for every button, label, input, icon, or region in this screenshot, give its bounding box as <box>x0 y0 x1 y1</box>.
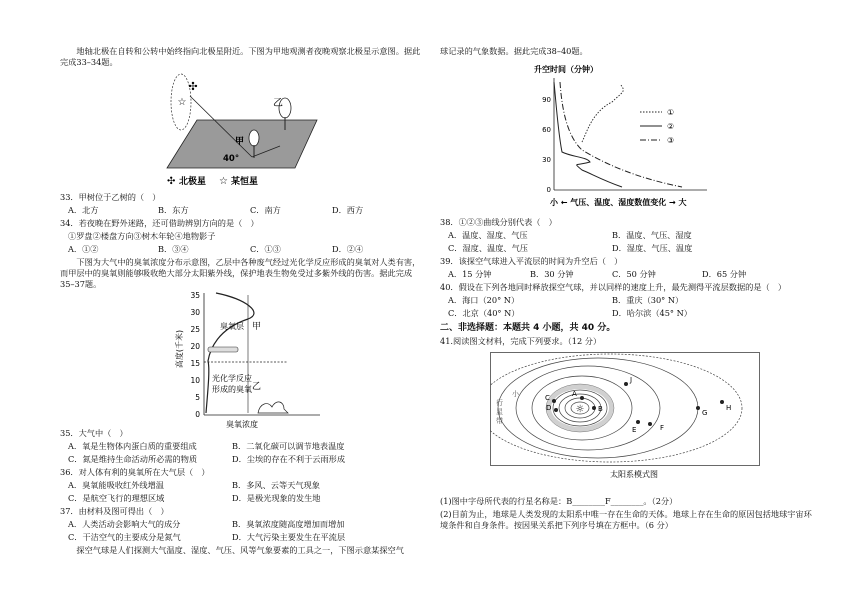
q40-c: C．北京（40° N） <box>448 308 520 318</box>
q34-d: D．②④ <box>332 244 364 254</box>
star-icon: ☆ <box>177 97 187 108</box>
ozone-layer-label: 臭氧层 <box>220 322 244 331</box>
photochem-label-2: 形成的臭氧 <box>212 385 252 394</box>
svg-text:15: 15 <box>190 359 200 368</box>
svg-text:E: E <box>632 426 637 434</box>
ozone-figure <box>168 289 328 429</box>
q35-stem: 35．大气中（ ） <box>60 428 128 438</box>
q37-stem: 37．由材料及图可得出（ ） <box>60 506 169 516</box>
svg-text:30: 30 <box>190 308 200 317</box>
q39-b: B．30 分钟 <box>530 269 574 279</box>
q39-c: C．50 分钟 <box>612 269 656 279</box>
q33-b: B．东方 <box>158 205 189 215</box>
svg-text:行: 行 <box>496 399 503 407</box>
q37-d: D．大气污染主要发生在平流层 <box>232 532 346 542</box>
q37-c: C．干洁空气的主要成分是氮气 <box>68 532 181 542</box>
label-b: 乙 <box>273 98 283 109</box>
q40-stem: 40．假设在下列各地同时释放探空气球，并以同样的速度上升，最先测得平流层数据的是（ ） <box>440 282 787 292</box>
svg-text:D: D <box>546 404 552 412</box>
star-legend-icon: ☆ <box>219 176 228 187</box>
svg-text:②: ② <box>667 122 675 131</box>
q38-stem: 38．①②③曲线分别代表（ ） <box>440 217 557 227</box>
svg-text:90: 90 <box>542 96 551 104</box>
svg-text:F: F <box>660 424 665 432</box>
polaris-observation-figure <box>155 72 325 190</box>
intro-38-40-cont: 球记录的气象数据。据此完成38–40题。 <box>440 46 588 56</box>
q35-d: D．尘埃的存在不利于云雨形成 <box>232 454 346 464</box>
intro-38-40: 探空气球是人们探测大气温度、湿度、气压、风等气象要素的工具之一，下图示意某探空气 <box>76 545 404 555</box>
q33-d: D．西方 <box>332 205 364 215</box>
svg-text:0: 0 <box>546 186 551 194</box>
svg-text:带: 带 <box>496 417 503 425</box>
layer-a-label: 甲 <box>252 322 262 332</box>
q41-part1: (1)图中字母所代表的行星名称是：B________F________。（2分） <box>440 496 678 506</box>
svg-text:25: 25 <box>190 325 200 334</box>
q34-c: C．①③ <box>250 244 281 254</box>
svg-text:星: 星 <box>496 408 503 416</box>
svg-text:A: A <box>572 390 577 398</box>
sun-icon: ☼ <box>575 404 585 415</box>
svg-text:③: ③ <box>667 136 675 145</box>
balloon-data-figure <box>532 62 722 210</box>
fig3-ylabel: 升空时间（分钟） <box>534 65 598 74</box>
q38-c: C．湿度、温度、气压 <box>448 243 528 253</box>
q35-a: A．氧是生物体内蛋白质的重要组成 <box>68 441 197 451</box>
q37-a: A．人类活动会影响大气的成分 <box>68 519 181 529</box>
q41-stem: 41.阅读图文材料，完成下列要求。（12 分） <box>440 336 602 346</box>
factory-icon <box>258 402 288 413</box>
svg-text:20: 20 <box>190 342 200 351</box>
angle-label: 40° <box>223 154 240 164</box>
fig3-xlabel: 小 ← 气压、温度、湿度数值变化 → 大 <box>550 198 687 207</box>
svg-text:B: B <box>598 405 603 413</box>
photochem-label-1: 光化学反应 <box>212 374 252 383</box>
solar-system-figure <box>490 352 760 480</box>
q36-c: C．是航空飞行的理想区域 <box>68 493 165 503</box>
svg-text:30: 30 <box>542 156 551 164</box>
star-legend: 某恒星 <box>231 177 259 187</box>
q39-a: A．15 分钟 <box>448 269 492 279</box>
intro-35-37: 下图为大气中的臭氧浓度分布示意图，乙层中各种废气经过光化学反应形成的臭氧对人类有害，而甲层中的臭氧则能够吸收绝大部分太阳紫外线，保护地表生物免受过多紫外线的伤害。据此完成35–37题。 <box>60 257 421 290</box>
q36-d: D．是极光现象的发生地 <box>232 493 321 503</box>
q36-a: A．臭氧能吸收红外线增温 <box>68 480 164 490</box>
y-axis-label: 高度(千米) <box>175 329 184 369</box>
q34-a: A．①② <box>68 244 99 254</box>
q34-b: B．③④ <box>158 244 189 254</box>
svg-text:35: 35 <box>190 291 200 300</box>
svg-text:G: G <box>702 409 708 417</box>
polaris-legend: 北极星 <box>179 177 207 187</box>
q36-stem: 36．对人体有利的臭氧所在大气层（ ） <box>60 467 210 477</box>
svg-text:C: C <box>545 394 550 402</box>
svg-text:10: 10 <box>190 376 200 385</box>
q38-b: B．温度、气压、湿度 <box>612 230 692 240</box>
q39-stem: 39．该探空气球进入平流层的时间为升空后（ ） <box>440 256 623 266</box>
polaris-legend-icon: ✣ <box>167 176 176 187</box>
intro-33-34: 地轴北极在自转和公转中始终指向北极星附近。下图为甲地观测者夜晚观察北极星示意图。据此完成33–34题。 <box>60 46 421 68</box>
svg-text:J: J <box>630 376 633 384</box>
q41-part2: (2)目前为止，地球是人类发现的太阳系中唯一存在生命的天体。地球上存在生命的原因包括地球宇宙环境条件和自身条件。按因果关系把下列序号填在方框中。（6 分） <box>440 509 812 531</box>
q40-d: D．哈尔滨（45° N） <box>612 308 692 318</box>
q40-b: B．重庆（30° N） <box>612 295 684 305</box>
q33-a: A．北方 <box>68 205 99 215</box>
polaris-icon: ✣ <box>188 80 198 93</box>
q39-d: D．65 分钟 <box>702 269 747 279</box>
svg-text:5: 5 <box>195 393 200 402</box>
q35-c: C．氮是维持生命活动所必需的物质 <box>68 454 198 464</box>
svg-text:H: H <box>726 404 732 412</box>
q35-b: B．二氧化碳可以调节地表温度 <box>232 441 345 451</box>
fig4-caption: 太阳系模式图 <box>610 470 658 479</box>
layer-b-label: 乙 <box>252 382 262 392</box>
q36-b: B．多风、云等天气现象 <box>232 480 320 490</box>
q34-line2: ①罗盘②楼盘方向③树木年轮④地物影子 <box>68 231 216 241</box>
svg-text:小: 小 <box>512 390 519 398</box>
svg-text:0: 0 <box>195 410 200 419</box>
svg-text:60: 60 <box>542 126 551 134</box>
q37-b: B．臭氧浓度随高度增加而增加 <box>232 519 345 529</box>
label-a: 甲 <box>235 137 245 147</box>
section-2-title: 二、非选择题：本题共 4 小题，共 40 分。 <box>440 323 616 333</box>
svg-text:①: ① <box>667 108 675 117</box>
x-axis-label: 臭氧浓度 <box>226 420 258 429</box>
q38-a: A．温度、湿度、气压 <box>448 230 528 240</box>
q40-a: A．海口（20° N） <box>448 295 520 305</box>
q38-d: D．湿度、气压、温度 <box>612 243 693 253</box>
q33-stem: 33．甲树位于乙树的（ ） <box>60 192 161 202</box>
q33-c: C．南方 <box>250 205 281 215</box>
q34-stem: 34．若夜晚在野外迷路，还可借助辨别方向的是（ ） <box>60 218 259 228</box>
